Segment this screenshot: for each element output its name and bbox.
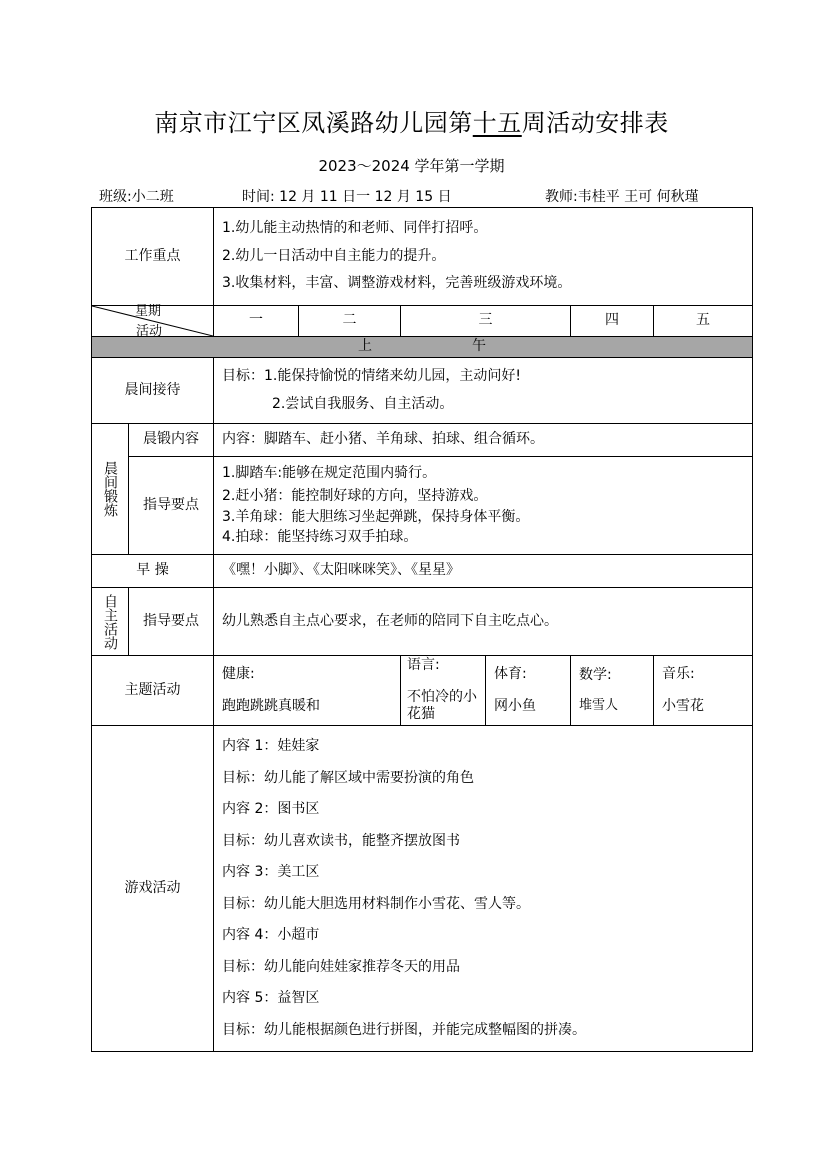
class-info: 班级:小二班 <box>99 189 174 205</box>
semester-subtitle: 2023～2024 学年第一学期 <box>318 157 505 175</box>
work-focus-content <box>214 208 753 306</box>
teacher-info: 教师:韦桂平 王可 何秋瑾 <box>545 189 699 205</box>
games-line: 目标：幼儿能大胆选用材料制作小雪花、雪人等。 <box>222 895 530 912</box>
games-content <box>214 726 753 1052</box>
work-focus-item: 2.幼儿一日活动中自主能力的提升。 <box>222 247 446 264</box>
work-focus-item: 3.收集材料，丰富、调整游戏材料，完善班级游戏环境。 <box>222 275 572 292</box>
exercise-guide-label: 指导要点 <box>129 457 214 555</box>
morning-exercise-content: 《嘿！小脚》、《太阳咪咪笑》、《星星》 <box>214 555 753 588</box>
morning-band-char: 午 <box>472 338 487 355</box>
theme-subject: 体育: <box>494 666 527 682</box>
theme-row <box>92 656 753 726</box>
theme-subject: 语言: <box>407 657 440 674</box>
games-label: 游戏活动 <box>92 726 214 1052</box>
exercise-guide-row <box>92 457 753 555</box>
theme-subject: 音乐: <box>662 666 695 682</box>
reception-content <box>214 358 753 424</box>
theme-topic: 小雪花 <box>662 697 704 714</box>
games-line: 内容 1：娃娃家 <box>222 738 320 754</box>
weekday-header-row <box>92 306 753 337</box>
title-prefix: 南京市江宁区凤溪路幼儿园第 <box>154 109 473 137</box>
theme-math <box>571 656 654 726</box>
page-title <box>0 103 823 138</box>
exercise-content-row <box>92 424 753 457</box>
theme-pe <box>486 656 571 726</box>
theme-music <box>654 656 753 726</box>
exercise-guide-item: 4.拍球：能坚持练习双手拍球。 <box>222 529 418 545</box>
games-line: 目标：幼儿喜欢读书，能整齐摆放图书 <box>222 832 460 849</box>
reception-line: 2.尝试自我服务、自主活动。 <box>272 395 454 412</box>
morning-exercise-row <box>92 555 753 588</box>
reception-line: 目标：1.能保持愉悦的情绪来幼儿园，主动问好! <box>222 368 521 384</box>
time-info: 时间: 12 月 11 日一 12 月 15 日 <box>242 189 452 205</box>
self-activity-group-label <box>92 588 129 656</box>
exercise-guide-item: 2.赶小猪：能控制好球的方向，坚持游戏。 <box>222 488 488 504</box>
day-4: 四 <box>571 306 654 337</box>
diagonal-header-cell <box>92 306 214 337</box>
day-1: 一 <box>214 306 299 337</box>
weekday-label: 星期 <box>134 304 161 319</box>
games-line: 目标：幼儿能根据颜色进行拼图，并能完成整幅图的拼凑。 <box>222 1021 586 1038</box>
title-suffix: 周活动安排表 <box>521 109 669 137</box>
games-line: 内容 5：益智区 <box>222 990 320 1006</box>
morning-band-row <box>92 337 753 358</box>
theme-topic: 不怕冷的小花猫 <box>407 688 477 723</box>
schedule-table <box>91 207 753 1052</box>
exercise-guide-item: 3.羊角球：能大胆练习坐起弹跳，保持身体平衡。 <box>222 508 530 525</box>
exercise-group-label <box>92 424 129 555</box>
work-focus-row <box>92 208 753 306</box>
theme-health <box>214 656 401 726</box>
games-line: 内容 3：美工区 <box>222 864 320 880</box>
games-line: 内容 4：小超市 <box>222 927 320 943</box>
theme-topic: 堆雪人 <box>579 698 619 714</box>
theme-label: 主题活动 <box>92 656 214 726</box>
exercise-group-text: 晨间锻炼 <box>102 461 118 517</box>
morning-exercise-label: 早 操 <box>92 555 214 588</box>
work-focus-label: 工作重点 <box>92 208 214 306</box>
theme-subject: 健康: <box>222 666 255 682</box>
games-row <box>92 726 753 1052</box>
title-week-number: 十五 <box>472 109 522 137</box>
day-5: 五 <box>654 306 753 337</box>
exercise-guide-content <box>214 457 753 555</box>
activity-label: 活动 <box>136 324 163 339</box>
games-line: 目标：幼儿能向娃娃家推荐冬天的用品 <box>222 958 460 975</box>
games-line: 目标：幼儿能了解区域中需要扮演的角色 <box>222 769 474 786</box>
theme-topic: 网小鱼 <box>494 697 536 714</box>
day-3: 三 <box>401 306 571 337</box>
day-2: 二 <box>299 306 401 337</box>
self-activity-group-text: 自主活动 <box>102 593 118 650</box>
self-activity-content: 幼儿熟悉自主点心要求，在老师的陪同下自主吃点心。 <box>214 588 753 656</box>
exercise-content: 内容：脚踏车、赶小猪、羊角球、拍球、组合循环。 <box>214 424 753 457</box>
self-activity-guide-label: 指导要点 <box>129 588 214 656</box>
morning-band <box>92 337 753 358</box>
morning-band-char: 上 <box>358 338 373 355</box>
reception-label: 晨间接待 <box>92 358 214 424</box>
games-line: 内容 2：图书区 <box>222 801 320 817</box>
work-focus-item: 1.幼儿能主动热情的和老师、同伴打招呼。 <box>222 220 488 237</box>
theme-language <box>401 656 486 726</box>
self-activity-row <box>92 588 753 656</box>
reception-row <box>92 358 753 424</box>
theme-subject: 数学: <box>579 666 612 683</box>
exercise-content-label: 晨锻内容 <box>129 424 214 457</box>
exercise-guide-item: 1.脚踏车:能够在规定范围内骑行。 <box>222 464 437 481</box>
theme-topic: 跑跑跳跳真暖和 <box>222 697 320 714</box>
